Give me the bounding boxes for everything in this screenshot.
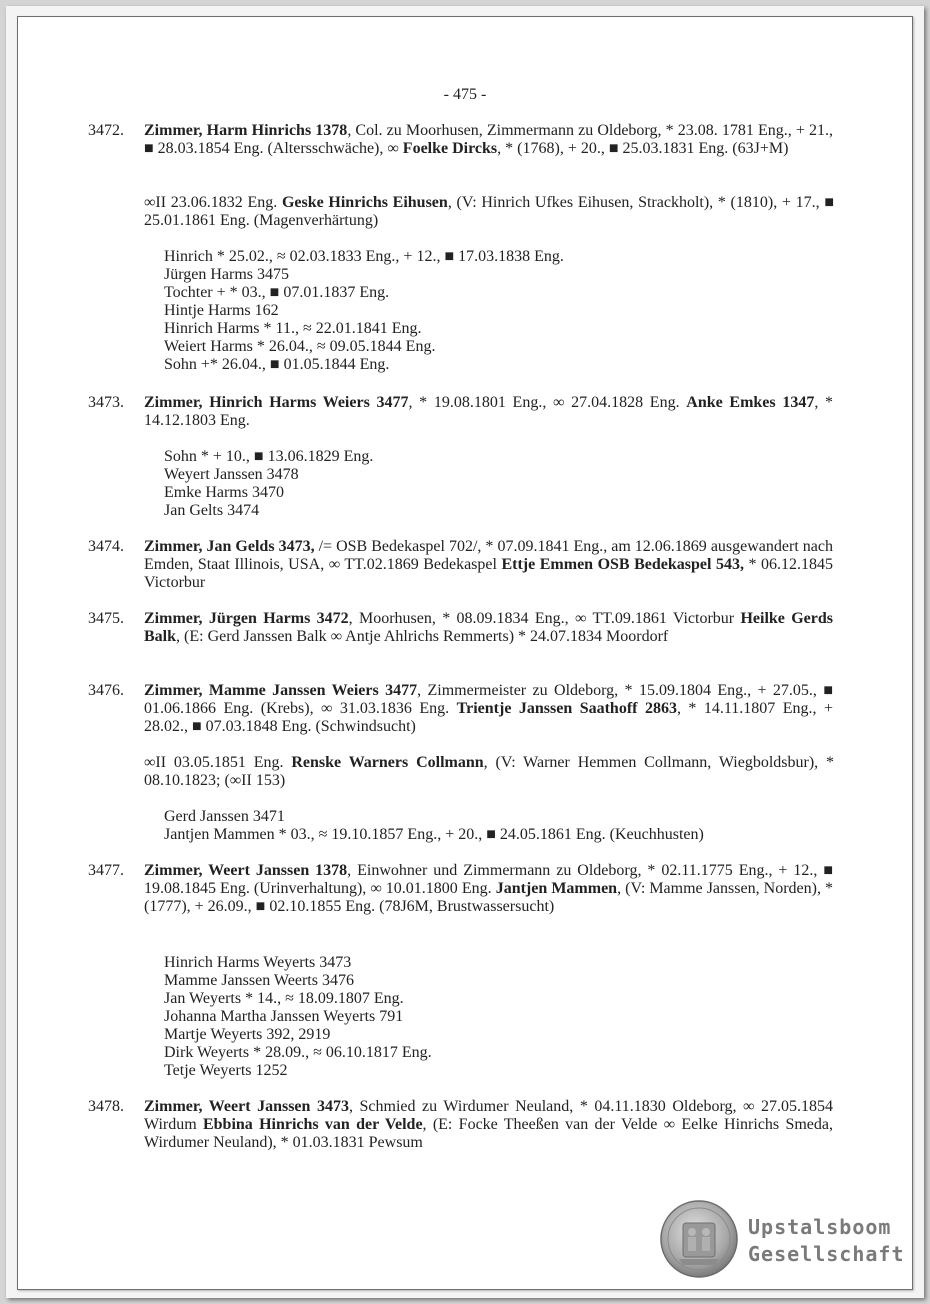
spouse-name: Geske Hinrichs Eihusen (281, 194, 448, 211)
entry-detail: , * 19.08.1801 Eng., ∞ 27.04.1828 Eng. (408, 394, 687, 411)
entry-3476 (88, 682, 833, 736)
entry-number: 3478. (88, 1098, 124, 1115)
entry-text (144, 122, 833, 158)
entry-detail: , (V: Mamme Janssen, Norden), * (1777), + 26.09., ■ 02.10.1855 Eng. (78J6M, Brustwassersucht) (144, 880, 834, 915)
entry-detail: , (E: Gerd Janssen Balk ∞ Antje Ahlrichs Remmerts) * 24.07.1834 Moordorf (176, 628, 669, 645)
children-list (164, 448, 373, 520)
entry-3475 (88, 610, 833, 646)
child-item: Tetje Weyerts 1252 (164, 1062, 288, 1079)
entry-3477 (88, 862, 833, 916)
entry-number: 3474. (88, 538, 124, 555)
entry-number: 3473. (88, 394, 124, 411)
entry-detail: /= OSB Bedekaspel 702/, * 07.09.1841 Eng., am 12.06.1869 ausgewandert nach Emden, Staat Illinois, USA, ∞ TT.02.1869 Bedekaspel (144, 538, 833, 573)
spouse-name: Anke Emkes 1347 (686, 394, 815, 411)
spouse-name: Ettje Emmen OSB Bedekaspel 543, (501, 556, 744, 573)
children-list (164, 808, 704, 844)
spouse-name: Renske Warners Collmann (291, 754, 484, 771)
entry-detail: , * 14.12.1803 Eng. (144, 394, 834, 429)
entry-detail: , Zimmermeister zu Oldeborg, * 15.09.1804 Eng., + 27.05., ■ 01.06.1866 Eng. (Krebs), ∞ 31.03.1836 Eng. (144, 682, 833, 717)
entry-3478 (88, 1098, 833, 1152)
page-number: - 475 - (443, 86, 487, 103)
person-name: Zimmer, Harm Hinrichs 1378 (144, 122, 348, 139)
child-item: Sohn * + 10., ■ 13.06.1829 Eng. (164, 448, 374, 465)
child-item: Weiert Harms * 26.04., ≈ 09.05.1844 Eng. (164, 338, 436, 355)
second-marriage (144, 194, 834, 230)
entry-detail: , * (1768), + 20., ■ 25.03.1831 Eng. (63J+M) (497, 140, 789, 157)
second-marriage (144, 754, 834, 790)
entry-3473 (88, 394, 833, 430)
entry-detail: , * 14.11.1807 Eng., + 28.02., ■ 07.03.1848 Eng. (Schwindsucht) (144, 700, 834, 735)
child-item: Jürgen Harms 3475 (164, 266, 290, 283)
person-name: Zimmer, Weert Janssen 3473 (144, 1098, 349, 1115)
child-item: Weyert Janssen 3478 (164, 466, 299, 483)
spouse-name: Trientje Janssen Saathoff 2863 (456, 700, 677, 717)
society-seal-icon (659, 1199, 739, 1279)
child-item: Hintje Harms 162 (164, 302, 279, 319)
child-item: Mamme Janssen Weerts 3476 (164, 972, 354, 989)
entry-detail: , (V: Warner Hemmen Collmann, Wiegboldsbur), * 08.10.1823; (∞II 153) (144, 754, 835, 789)
spouse-name: Jantjen Mammen (495, 880, 618, 897)
spouse-name: Ebbina Hinrichs van der Velde (202, 1116, 423, 1133)
child-item: Emke Harms 3470 (164, 484, 284, 501)
entry-text (144, 862, 833, 916)
person-name: Zimmer, Mamme Janssen Weiers 3477 (144, 682, 418, 699)
publisher-line: Gesellschaft (748, 1242, 905, 1266)
entry-detail: , (V: Hinrich Ufkes Eihusen, Strackholt), * (1810), + 17., ■ 25.01.1861 Eng. (Magenverhärtung) (144, 194, 834, 229)
entry-number: 3476. (88, 682, 124, 699)
person-name: Zimmer, Jürgen Harms 3472 (144, 610, 349, 627)
child-item: Dirk Weyerts * 28.09., ≈ 06.10.1817 Eng. (164, 1044, 432, 1061)
child-item: Jan Weyerts * 14., ≈ 18.09.1807 Eng. (164, 990, 404, 1007)
person-name: Zimmer, Jan Gelds 3473, (144, 538, 315, 555)
children-list (164, 954, 432, 1080)
entry-detail: , Moorhusen, * 08.09.1834 Eng., ∞ TT.09.1861 Victorbur (348, 610, 741, 627)
entry-detail: , (E: Focke Theeßen van der Velde ∞ Eelke Hinrichs Smeda, Wirdumer Neuland), * 01.03.1831 Pewsum (144, 1116, 833, 1151)
entry-number: 3475. (88, 610, 124, 627)
child-item: Hinrich Harms * 11., ≈ 22.01.1841 Eng. (164, 320, 422, 337)
child-item: Martje Weyerts 392, 2919 (164, 1026, 331, 1043)
entry-text (144, 610, 833, 646)
child-item: Sohn +* 26.04., ■ 01.05.1844 Eng. (164, 356, 390, 373)
spouse-name: Heilke Gerds Balk (144, 610, 834, 645)
person-name: Zimmer, Hinrich Harms Weiers 3477 (144, 394, 409, 411)
entry-3472 (88, 122, 833, 158)
child-item: Johanna Martha Janssen Weyerts 791 (164, 1008, 404, 1025)
entry-detail: * 06.12.1845 Victorbur (144, 556, 833, 591)
publisher-line: Upstalsboom (748, 1215, 892, 1239)
entry-number: 3477. (88, 862, 124, 879)
entry-text (144, 538, 833, 592)
child-item: Hinrich Harms Weyerts 3473 (164, 954, 352, 971)
entry-detail: , Col. zu Moorhusen, Zimmermann zu Oldeborg, * 23.08. 1781 Eng., + 21., ■ 28.03.1854 Eng. (Altersschwäche), ∞ (144, 122, 833, 157)
child-item: Hinrich * 25.02., ≈ 02.03.1833 Eng., + 12., ■ 17.03.1838 Eng. (164, 248, 564, 265)
entry-detail: , Schmied zu Wirdumer Neuland, * 04.11.1830 Oldeborg, ∞ 27.05.1854 Wirdum (144, 1098, 833, 1133)
entry-number: 3472. (88, 122, 124, 139)
person-name: Zimmer, Weert Janssen 1378 (144, 862, 348, 879)
marriage-date: ∞II 03.05.1851 Eng. (144, 754, 292, 771)
entry-text (144, 1098, 833, 1152)
publisher-name (748, 1214, 905, 1268)
child-item: Tochter + * 03., ■ 07.01.1837 Eng. (164, 284, 390, 301)
marriage-date: ∞II 23.06.1832 Eng. (144, 194, 282, 211)
child-item: Jantjen Mammen * 03., ≈ 19.10.1857 Eng., + 20., ■ 24.05.1861 Eng. (Keuchhusten) (164, 826, 704, 843)
children-list (164, 248, 564, 374)
child-item: Jan Gelts 3474 (164, 502, 260, 519)
entry-text (144, 394, 833, 430)
spouse-name: Foelke Dircks (402, 140, 498, 157)
entry-3474 (88, 538, 833, 592)
entry-text (144, 682, 833, 736)
child-item: Gerd Janssen 3471 (164, 808, 285, 825)
entry-detail: , Einwohner und Zimmermann zu Oldeborg, * 02.11.1775 Eng., + 12., ■ 19.08.1845 Eng. (Urinverhaltung), ∞ 10.01.1800 Eng. (144, 862, 833, 897)
